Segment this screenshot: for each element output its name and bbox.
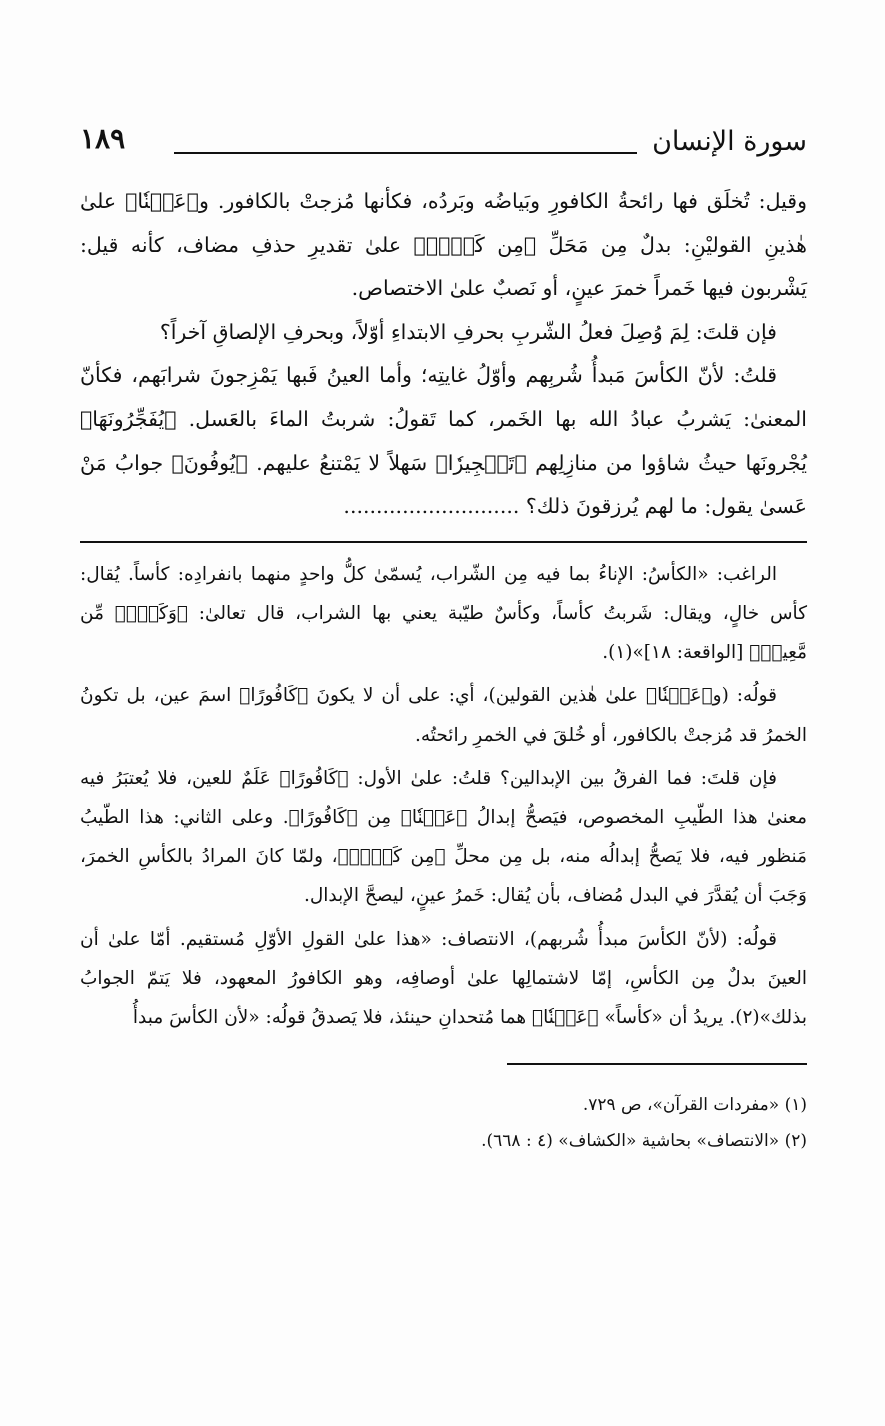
book-page [80, 112, 807, 1366]
header-rule [174, 152, 637, 154]
commentary-paragraph: قولُه: (لأنّ الكأسَ مبدأُ شُربهم)، الانتصاف: «هذا علىٰ القولِ الأوّلِ مُستقيم. أمّا علىٰ أن العينَ بدلٌ مِن الكأسِ، إمّا لاشتمالِها علىٰ أوصافِه، وهو الكافورُ المعهود، فلا يَتمّ الجوابُ بذلك»(٢). يريدُ أن «كأساً» ﴿عَيۡنٗا﴾ هما مُتحدانِ حينئذ، فلا يَصدقُ قولُه: «لأن الكأسَ مبدأُ [80, 928, 807, 1028]
footnotes [80, 1087, 807, 1159]
main-text [80, 180, 807, 529]
section-divider [80, 541, 807, 543]
commentary-paragraph: الراغب: «الكأسُ: الإناءُ بما فيه مِن الشّراب، يُسمّىٰ كلُّ واحدٍ منهما بانفرادِه: كأساً. يُقال: كأس خالٍ، ويقال: شَربتُ كأساً، وكأسٌ طيّبة يعني بها الشراب، قال تعالىٰ: ﴿وَكَأۡسٖ مِّن مَّعِينٖ﴾ [الواقعة: ١٨]»(١). [80, 563, 807, 664]
main-paragraph: فإن قلتَ: لِمَ وُصِلَ فعلُ الشّربِ بحرفِ الابتداءِ أوّلاً، وبحرفِ الإلصاقِ آخراً؟ [159, 319, 777, 344]
footnote: (٢) «الانتصاف» بحاشية «الكشاف» (٤ : ٦٦٨). [481, 1131, 807, 1152]
surah-title: سورة الإنسان [652, 126, 807, 157]
footnote: (١) «مفردات القرآن»، ص ٧٢٩. [582, 1095, 807, 1116]
main-paragraph: وقيل: تُخلَق فها رائحةُ الكافورِ وبَياضُه وبَردُه، فكأنها مُزجتْ بالكافور. و﴿عَيۡنٗا﴾ علىٰ هٰذينِ القوليْنِ: بدلٌ مِن مَحَلِّ ﴿مِن كَأۡسٖ﴾ علىٰ تقديرِ حذفِ مضاف، كأنه قيل: يَشْربون فيها خَمراً خمرَ عينٍ، أو نَصبٌ علىٰ الاختصاص. [80, 189, 807, 301]
main-paragraph: قلتُ: لأنّ الكأسَ مَبدأُ شُربِهم وأوّلُ غايتِه؛ وأما العينُ فَبها يَمْزِجونَ شرابَهم، فكأنّ المعنىٰ: يَشربُ عبادُ الله بها الخَمر، كما تَقولُ: شربتُ الماءَ بالعَسل. ﴿يُفَجِّرُونَهَا﴾ يُجْرونَها حيثُ شاؤوا من منازِلِهم ﴿تَفۡجِيرٗا﴾ سَهلاً لا يَمْتنعُ عليهم. ﴿يُوفُونَ﴾ جوابُ مَنْ عَسىٰ يقول: ما لهم يُرزقونَ ذلك؟ ........................... [80, 363, 807, 519]
page-number: ١٨٩ [80, 122, 126, 155]
running-header [80, 112, 807, 168]
commentary-paragraph: فإن قلتَ: فما الفرقُ بين الإبدالين؟ قلتُ: علىٰ الأول: ﴿كَافُورًا﴾ عَلَمٌ للعين، فلا يُعتبَرُ فيه معنىٰ هذا الطّيبِ المخصوص، فيَصحُّ إبدالُ ﴿عَيۡنٗا﴾ مِن ﴿كَافُورًا﴾. وعلى الثاني: هذا الطّيبُ مَنظور فيه، فلا يَصحُّ إبدالُه منه، بل مِن محلِّ ﴿مِن كَأۡسٖ﴾، ولمّا كانَ المرادُ بالكأسِ الخمرَ، وَجَبَ أن يُقدَّرَ في البدل مُضاف، بأن يُقال: خَمرُ عينٍ، ليصحَّ الإبدال. [80, 767, 807, 907]
commentary-paragraph: قولُه: (و﴿عَيۡنٗا﴾ علىٰ هٰذين القولين)، أي: على أن لا يكونَ ﴿كَافُورًا﴾ اسمَ عين، بل تكونُ الخمرُ قد مُزجتْ بالكافور، أو خُلقَ في الخمرِ رائحتُه. [80, 685, 807, 746]
footnote-divider [507, 1063, 807, 1065]
commentary-text [80, 555, 807, 1037]
